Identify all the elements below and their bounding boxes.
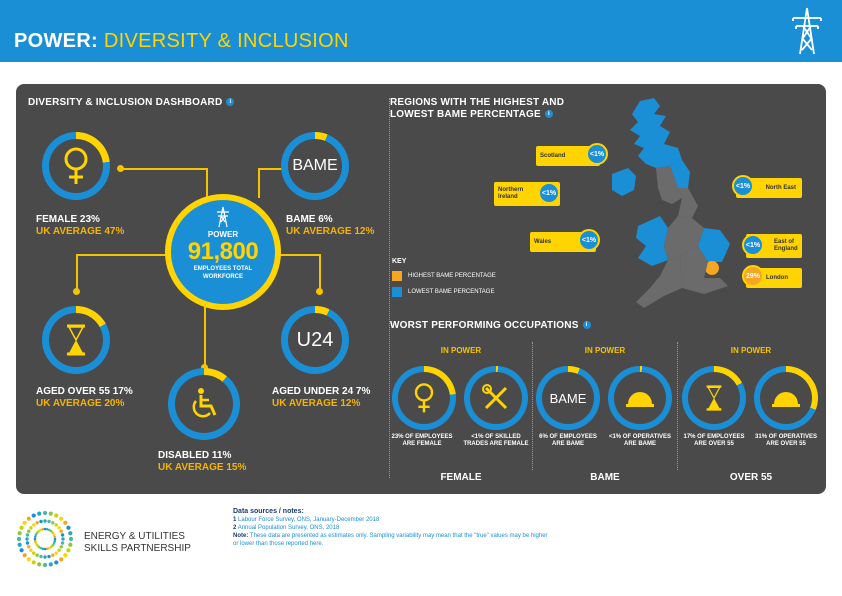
logo-dot [54, 538, 57, 541]
hardhat-icon [625, 388, 655, 408]
logo-dot [27, 545, 30, 548]
logo-dot [34, 538, 37, 541]
notes-title: Data sources / notes: [233, 508, 304, 515]
title-bold: POWER: [14, 30, 99, 52]
logo-text [84, 531, 191, 555]
logo-dot [60, 545, 63, 548]
logo-dot [59, 557, 63, 561]
title-rest: DIVERSITY & INCLUSION [98, 30, 349, 52]
logo-dot [59, 517, 63, 521]
logo-dot [35, 521, 38, 524]
occupation-ring [464, 366, 528, 430]
note3-text: These data are presented as estimates only. Sampling variability may mean that the "true" values may be higher or lower than those reported here. [233, 533, 548, 547]
logo-dot [43, 519, 46, 522]
occupation-foot: BAME [590, 472, 620, 483]
logo-dot [37, 562, 41, 566]
center-caption: EMPLOYEES TOTAL WORKFORCE [193, 266, 253, 280]
occupation-ring [682, 366, 746, 430]
note3-label: Note: [233, 533, 249, 539]
logo-dot [51, 554, 54, 557]
bame-ring-label: BAME [292, 157, 338, 174]
disabled-stat [158, 450, 246, 474]
callout-scotland [536, 146, 605, 166]
hourglass-icon [705, 384, 723, 412]
callout-value: <1% [578, 229, 600, 251]
callout-name: Wales [534, 238, 552, 245]
under24-value: AGED UNDER 24 7% [272, 386, 371, 397]
hourglass-icon [65, 324, 87, 356]
map-scotland [630, 98, 682, 168]
occupation-divider [677, 342, 678, 470]
occupation-caption: 17% OF EMPLOYEES ARE OVER 55 [683, 434, 745, 447]
logo-dot [46, 547, 49, 550]
connector-bame-v [258, 168, 260, 198]
pylon-icon [790, 6, 824, 56]
logo-dot [34, 540, 37, 543]
occupation-ring [536, 366, 600, 430]
logo-dot [27, 557, 31, 561]
female-uk-average: UK AVERAGE 47% [36, 226, 125, 237]
callout-value: <1% [742, 234, 764, 256]
key-highest [392, 271, 496, 281]
key-swatch-highest [392, 271, 402, 281]
logo-dot [47, 555, 50, 558]
occupation-caption: 6% OF EMPLOYEES ARE BAME [539, 434, 597, 447]
occupation-caption: 31% OF OPERATIVES ARE OVER 55 [755, 434, 817, 447]
header-bar [0, 0, 842, 62]
connector-over55 [76, 254, 174, 256]
logo-dot [18, 531, 22, 535]
callout-name: London [766, 274, 788, 281]
disabled-ring [168, 368, 240, 440]
wheelchair-icon [187, 387, 221, 421]
regions-title [390, 97, 564, 121]
page-title [14, 30, 349, 53]
logo-dot [32, 551, 35, 554]
logo-dot [39, 555, 42, 558]
logo-dot [61, 537, 64, 540]
female-icon [61, 146, 91, 186]
logo-dot [66, 526, 70, 530]
callout-value: <1% [732, 175, 754, 197]
total-employees: 91,800 [187, 238, 259, 265]
occupation-foot: FEMALE [440, 472, 482, 483]
logo-dot [66, 548, 70, 552]
logo-dot [26, 541, 29, 544]
connector-dot [316, 288, 323, 295]
occupation-ring [608, 366, 672, 430]
disabled-uk-average: UK AVERAGE 15% [158, 462, 247, 473]
info-icon[interactable]: i [583, 321, 591, 329]
callout-name: East of England [774, 239, 798, 252]
occupation-foot: OVER 55 [729, 472, 773, 483]
logo-dot [68, 543, 72, 547]
logo-dot [37, 512, 41, 516]
bame-ring [281, 132, 349, 200]
logo-dot [61, 533, 64, 536]
map-northern-ireland [612, 168, 636, 196]
under24-uk-average: UK AVERAGE 12% [272, 398, 361, 409]
logo-dot [35, 554, 38, 557]
logo-line1: ENERGY & UTILITIES [84, 531, 185, 542]
tools-icon [482, 384, 510, 412]
info-icon[interactable]: i [226, 98, 234, 106]
logo-dot [44, 548, 47, 551]
disabled-value: DISABLED 11% [158, 450, 232, 461]
occupation-ring [392, 366, 456, 430]
bame-uk-average: UK AVERAGE 12% [286, 226, 375, 237]
logo-line2: SKILLS PARTNERSHIP [84, 543, 191, 554]
map-yorkshire [678, 188, 698, 218]
callout-value: <1% [586, 143, 608, 165]
logo-dot [54, 560, 58, 564]
total-workforce-circle [165, 194, 281, 310]
regions-title-line1: REGIONS WITH THE HIGHEST AND [390, 97, 565, 108]
under24-ring [281, 306, 349, 374]
logo-dot [29, 526, 32, 529]
logo-dot [63, 553, 67, 557]
occupation-head: IN POWER [584, 346, 626, 355]
logo-dot [54, 513, 58, 517]
occupations-title-text: WORST PERFORMING OCCUPATIONS [390, 320, 579, 331]
callout-east-of-england [746, 234, 802, 258]
logo-dot [53, 535, 56, 538]
female-icon [412, 381, 436, 415]
occupation-ring [754, 366, 818, 430]
logo-dot [25, 537, 28, 540]
hardhat-icon [771, 388, 801, 408]
female-stat [36, 214, 124, 238]
note1-number: 1 [233, 517, 237, 523]
logo-dot [43, 563, 47, 567]
regions-title-line2: LOWEST BAME PERCENTAGE [390, 109, 541, 120]
note2-number: 2 [233, 525, 237, 531]
over55-value: AGED OVER 55 17% [36, 386, 133, 397]
connector-dot [73, 288, 80, 295]
key-highest-label: HIGHEST BAME PERCENTAGE [408, 273, 496, 279]
callout-name: Scotland [540, 152, 566, 159]
logo-dot [41, 528, 44, 531]
callout-northern-ireland [494, 182, 560, 206]
connector-under24-v [319, 254, 321, 290]
dashboard-title-text: DIVERSITY & INCLUSION DASHBOARD [28, 97, 223, 108]
logo-dot [39, 520, 42, 523]
note1-text: Labour Force Survey, ONS, January-December 2018 [238, 517, 380, 523]
logo-dot [23, 553, 27, 557]
logo-dot [19, 548, 23, 552]
bame-stat [286, 214, 374, 238]
connector-female-v [206, 168, 208, 198]
occupation-ring-label: BAME [549, 390, 587, 406]
logo-dot [63, 521, 67, 525]
logo-dot [68, 531, 72, 535]
female-value: FEMALE 23% [36, 214, 100, 225]
callout-north-east [736, 178, 802, 198]
uk-map [608, 96, 758, 311]
callout-name: North East [765, 184, 796, 191]
occupation-caption: <1% OF OPERATIVES ARE BAME [608, 434, 672, 447]
female-ring [42, 132, 110, 200]
connector-female [120, 168, 208, 170]
note2-text: Annual Population Survey, ONS, 2018 [237, 525, 340, 531]
connector-disabled [204, 306, 206, 368]
logo-dot [51, 521, 54, 524]
logo-dot [47, 520, 50, 523]
key-title: KEY [392, 258, 407, 265]
dashboard-title [28, 97, 234, 109]
logo-dot [61, 541, 64, 544]
occupation-head: IN POWER [730, 346, 772, 355]
section-divider [389, 98, 390, 478]
logo-dot [27, 529, 30, 532]
callout-value: <1% [538, 182, 560, 204]
occupation-caption: 23% OF EMPLOYEES ARE FEMALE [391, 434, 453, 447]
connector-over55-v [76, 254, 78, 290]
dashboard-panel [16, 84, 826, 494]
callout-london [746, 268, 802, 288]
logo-dot [55, 551, 58, 554]
over55-uk-average: UK AVERAGE 20% [36, 398, 125, 409]
logo-dot [32, 523, 35, 526]
logo-dot [26, 533, 29, 536]
occupation-head: IN POWER [440, 346, 482, 355]
bame-value: BAME 6% [286, 214, 333, 225]
logo-dot [49, 512, 53, 516]
logo-dot [19, 526, 23, 530]
logo-dot [17, 537, 21, 541]
occupation-caption: <1% OF SKILLED TRADES ARE FEMALE [463, 434, 529, 447]
connector-dot [117, 165, 124, 172]
map-south-west [636, 256, 682, 308]
over55-ring [42, 306, 110, 374]
data-notes [233, 508, 553, 548]
occupations-title [390, 320, 591, 332]
callout-name: Northern Ireland [498, 187, 524, 200]
key-lowest [392, 287, 494, 297]
eusp-logo-icon [14, 508, 76, 570]
under24-stat [272, 386, 370, 410]
logo-dot [43, 555, 46, 558]
logo-dot [23, 521, 27, 525]
logo-dot [57, 549, 60, 552]
logo-dot [60, 529, 63, 532]
logo-dot [49, 562, 53, 566]
pylon-icon [215, 206, 231, 228]
logo-dot [32, 560, 36, 564]
callout-value: 29% [742, 265, 764, 287]
logo-dot [44, 528, 47, 531]
logo-dot [29, 549, 32, 552]
logo-dot [32, 513, 36, 517]
over55-stat [36, 386, 133, 410]
under24-ring-label: U24 [296, 328, 334, 351]
occupation-divider [532, 342, 533, 470]
info-icon[interactable]: i [545, 110, 553, 118]
key-swatch-lowest [392, 287, 402, 297]
center-label: POWER [207, 230, 239, 239]
key-lowest-label: LOWEST BAME PERCENTAGE [408, 289, 495, 295]
callout-wales [530, 232, 596, 252]
logo-dot [27, 517, 31, 521]
logo-dot [18, 543, 22, 547]
logo-dot [55, 523, 58, 526]
logo-dot [69, 537, 73, 541]
logo-dot [43, 511, 47, 515]
map-wales [636, 216, 668, 266]
logo-dot [57, 526, 60, 529]
